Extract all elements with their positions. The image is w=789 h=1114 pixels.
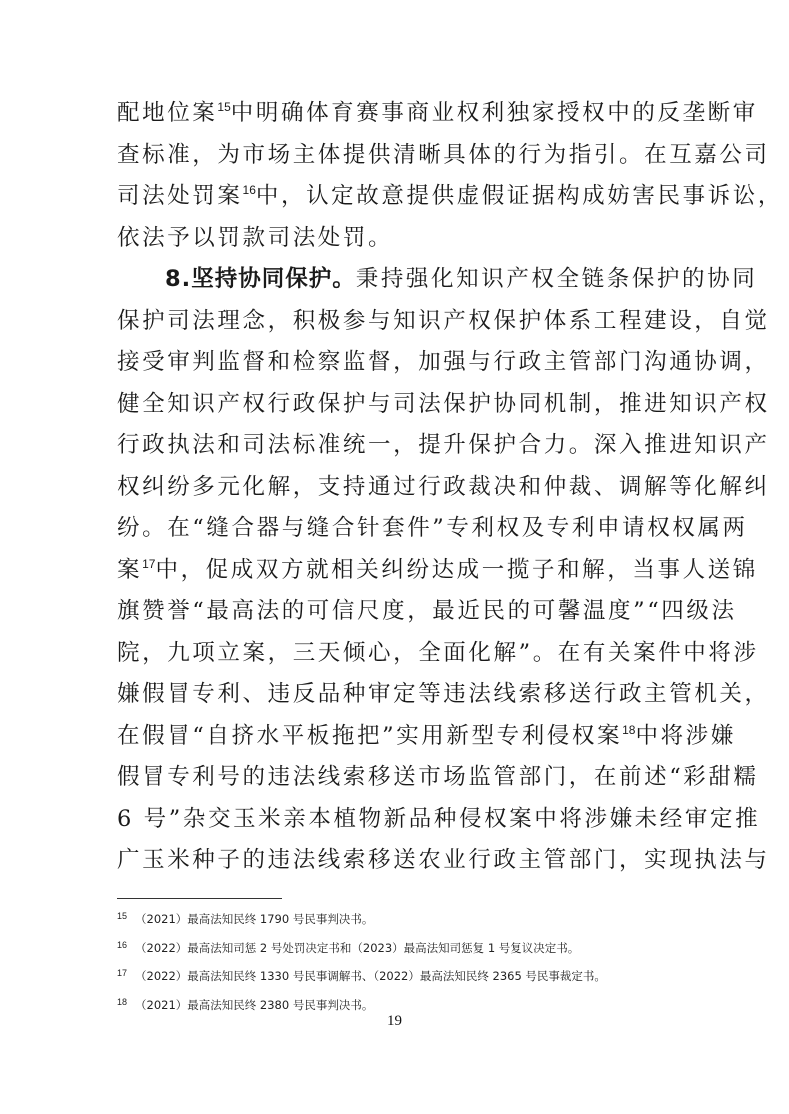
text-span: 中，促成双方就相关纠纷达成一揽子和解，当事人送锦 (155, 556, 758, 583)
text-line: 行政执法和司法标准统一，提升保护合力。深入推进知识产 (117, 432, 770, 458)
text-line (117, 176, 783, 218)
footnote-ref-17[interactable]: 17 (142, 556, 156, 571)
text-line: 健全知识产权行政保护与司法保护协同机制，推进知识产权 (117, 390, 770, 417)
text-line (117, 550, 758, 592)
text-line: 旗赞誉“最高法的可信尺度，最近民的可馨温度”“四级法 (117, 598, 737, 624)
text-line: 保护司法理念，积极参与知识产权保护体系工程建设，自觉 (117, 307, 770, 334)
footnote-text: （2021）最高法知民终 1790 号民事判决书。 (135, 912, 374, 926)
page-number: 19 (387, 1013, 402, 1029)
text-span: 案 (117, 556, 143, 583)
body-text (117, 93, 783, 882)
footnote-number: 16 (117, 939, 128, 950)
footnote-text: （2022）最高法知民终 1330 号民事调解书、（2022）最高法知民终 2365 号民事裁定书。 (135, 969, 606, 983)
footnote-number: 17 (117, 968, 128, 978)
text-span: 司法处罚案 (117, 183, 243, 209)
text-line: 纷。在“缝合器与缝合针套件”专利权及专利申请权权属两 (117, 515, 748, 541)
text-line: 权纠纷多元化解，支持通过行政裁决和仲裁、调解等化解纠 (117, 473, 770, 500)
text-span: 秉持强化知识产权全链条保护的协同 (355, 266, 758, 292)
text-line (117, 93, 758, 135)
footnotes (117, 906, 717, 1020)
section-heading-line (117, 259, 758, 301)
footnote-16 (117, 935, 717, 964)
section-heading: 8.坚持协同保护。 (165, 266, 356, 292)
text-line: 6 号”杂交玉米亲本植物新品种侵权案中将涉嫌未经审定推 (117, 805, 761, 832)
text-line: 接受审判监督和检察监督，加强与行政主管部门沟通协调， (117, 349, 770, 375)
text-line: 假冒专利号的违法线索移送市场监管部门，在前述“彩甜糯 (117, 764, 759, 790)
footnote-ref-16[interactable]: 16 (242, 183, 256, 197)
text-span: 在假冒“自挤水平板拖把”实用新型专利侵权案 (117, 722, 623, 749)
footnote-ref-18[interactable]: 18 (622, 722, 636, 737)
text-span: 中，认定故意提供虚假证据构成妨害民事诉讼， (255, 183, 783, 209)
footnote-text: （2022）最高法知司惩 2 号处罚决定书和（2023）最高法知司惩复 1 号复议决定书。 (135, 940, 580, 955)
footnote-text: （2021）最高法知民终 2380 号民事判决书。 (135, 997, 374, 1012)
text-line: 广玉米种子的违法线索移送农业行政主管部门，实现执法与 (117, 847, 770, 873)
text-line: 院，九项立案，三天倾心，全面化解”。在有关案件中将涉 (117, 639, 759, 666)
footnote-15 (117, 906, 717, 935)
footnote-number: 18 (117, 996, 128, 1007)
text-line (117, 716, 736, 758)
footnote-ref-15[interactable]: 15 (217, 100, 231, 114)
text-line: 查标准，为市场主体提供清晰具体的行为指引。在互嘉公司 (117, 141, 770, 168)
text-line: 嫌假冒专利、违反品种审定等违法线索移送行政主管机关， (117, 681, 770, 707)
footnote-17 (117, 963, 717, 992)
text-span: 中将涉嫌 (635, 722, 736, 749)
footnote-number: 15 (117, 911, 128, 921)
footnote-separator (117, 898, 282, 899)
text-line: 依法予以罚款司法处罚。 (117, 224, 394, 251)
text-span: 中明确体育赛事商业权利独家授权中的反垄断审 (230, 100, 758, 126)
text-span: 配地位案 (117, 100, 218, 126)
